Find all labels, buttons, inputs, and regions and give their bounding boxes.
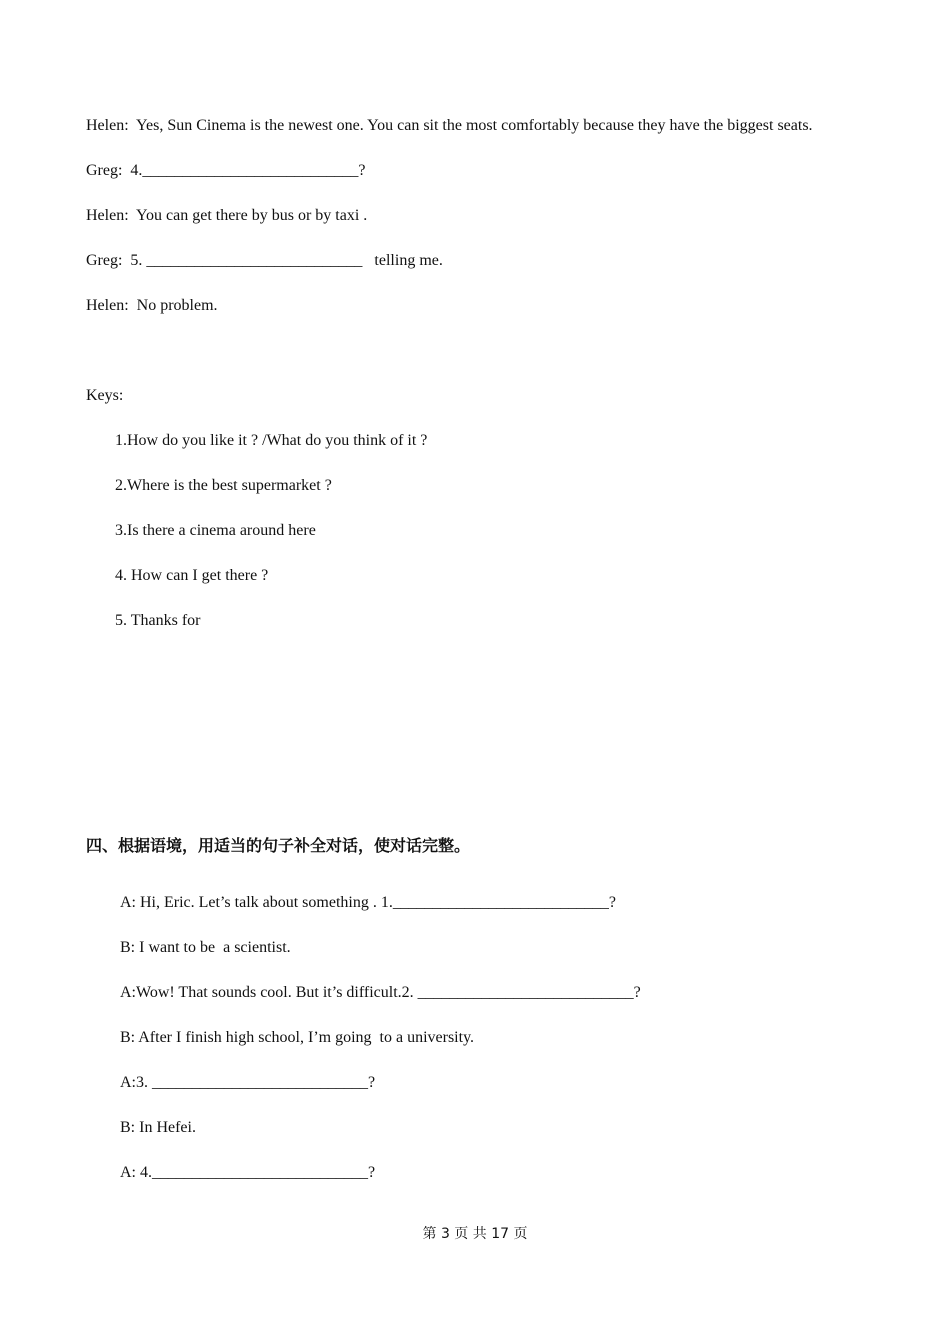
dialogue-line-helen-1: Helen: Yes, Sun Cinema is the newest one. You can sit the most comfortably because they have the biggest seats.	[86, 117, 813, 134]
dialogue-line-greg-4: Greg: 4.___________________________?	[86, 162, 366, 179]
dialogue-line-helen-3: Helen: No problem.	[86, 297, 218, 314]
section-4-line-7: A: 4.___________________________?	[120, 1164, 376, 1181]
page-footer: 第 3 页 共 17 页	[422, 1226, 528, 1242]
section-4-line-1: A: Hi, Eric. Let’s talk about something . 1.___________________________?	[120, 894, 616, 911]
key-item-4: 4. How can I get there ?	[115, 567, 269, 584]
section-4-line-4: B: After I finish high school, I’m going to a university.	[120, 1029, 475, 1046]
keys-label: Keys:	[86, 387, 124, 404]
key-item-2: 2.Where is the best supermarket ?	[115, 477, 332, 494]
dialogue-line-greg-5: Greg: 5. ___________________________ telling me.	[86, 252, 443, 269]
section-4-heading: 四、根据语境，用适当的句子补全对话，使对话完整。	[86, 836, 471, 855]
section-4-line-3: A:Wow! That sounds cool. But it’s difficult.2. ___________________________?	[120, 984, 641, 1001]
section-4-line-5: A:3. ___________________________?	[120, 1074, 376, 1091]
section-4-line-2: B: I want to be a scientist.	[120, 939, 291, 956]
section-4-line-6: B: In Hefei.	[120, 1119, 196, 1136]
key-item-1: 1.How do you like it ? /What do you think of it ?	[115, 432, 428, 449]
key-item-3: 3.Is there a cinema around here	[115, 522, 316, 539]
dialogue-line-helen-2: Helen: You can get there by bus or by taxi .	[86, 207, 368, 224]
key-item-5: 5. Thanks for	[115, 612, 201, 629]
